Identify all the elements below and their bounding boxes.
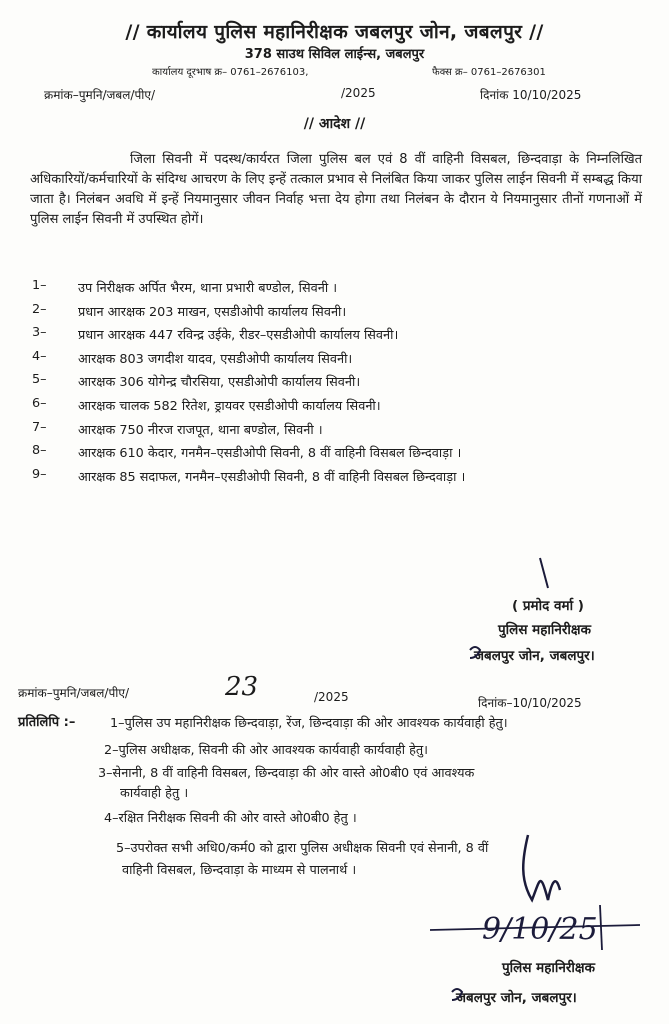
copy-label: प्रतिलिपि :– <box>18 715 76 730</box>
office-fax: फैक्स क्र– 0761–2676301 <box>432 67 546 78</box>
copy-dispatch-number: 23 <box>225 672 259 702</box>
list-item: 2– प्रधान आरक्षक 203 माखन, एसडीओपी कार्यालय सिवनी। <box>32 301 347 320</box>
copy-item-5-cont: वाहिनी विसबल, छिन्दवाड़ा के माध्यम से पालनार्थ । <box>122 863 357 878</box>
copy-item-4: 4–रक्षित निरीक्षक सिवनी की ओर वास्ते ओ0बी0 हेतु । <box>104 811 357 826</box>
copy-item-1: 1–पुलिस उप महानिरीक्षक छिन्दवाड़ा, रेंज, छिन्दवाड़ा की ओर आवश्यक कार्यवाही हेतु। <box>110 716 508 731</box>
office-phone: कार्यालय दूरभाष क्र– 0761–2676103, <box>152 67 309 78</box>
copy-date: दिनांक–10/10/2025 <box>478 696 582 710</box>
signature-stroke-1 <box>540 558 548 588</box>
order-body: जिला सिवनी में पदस्थ/कार्यरत जिला पुलिस बल एवं 8 वीं वाहिनी विसबल, छिन्दवाड़ा के निम्नलिखित अधिकारियों/कर्मचारियों के संदिग्ध आचरण के लिए इन्हें तत्काल प्रभाव से निलंबित किया जाकर पुलिस लाईन सिवनी में सम्बद्ध किया जाता है। निलंबन अवधि में इन्हें नियमानुसार जीवन निर्वाह भत्ता देय होगा तथा निलंबन के दौरान ये नियमानुसार तीनों गणनाओं में पुलिस लाईन सिवनी में उपस्थित होगें। <box>30 152 642 227</box>
signatory-name: ( प्रमोद वर्मा ) <box>512 598 584 614</box>
copy-ref-number: क्रमांक–पुमनि/जबल/पीए/ <box>18 686 130 700</box>
list-item: 7– आरक्षक 750 नीरज राजपूत, थाना बण्डोल, सिवनी । <box>32 419 323 438</box>
list-item: 3– प्रधान आरक्षक 447 रविन्द्र उईके, रीडर–एसडीओपी कार्यालय सिवनी। <box>32 325 399 344</box>
date-box-divider <box>600 905 602 950</box>
signatory2-zone: जबलपुर जोन, जबलपुर। <box>456 990 577 1006</box>
signatory-zone: जबलपुर जोन, जबलपुर। <box>474 648 595 664</box>
list-item: 4– आरक्षक 803 जगदीश यादव, एसडीओपी कार्यालय सिवनी। <box>32 348 353 367</box>
order-ref-number: क्रमांक–पुमनि/जबल/पीए/ <box>44 88 156 102</box>
copy-item-3: 3–सेनानी, 8 वीं वाहिनी विसबल, छिन्दवाड़ा की ओर वास्ते ओ0बी0 एवं आवश्यक <box>98 766 475 781</box>
officer-list <box>28 278 648 490</box>
list-item: 9– आरक्षक 85 सदाफल, गनमैन–एसडीओपी सिवनी, 8 वीं वाहिनी विसबल छिन्दवाड़ा । <box>32 466 466 485</box>
signatory-designation: पुलिस महानिरीक्षक <box>498 622 591 638</box>
signatory2-designation: पुलिस महानिरीक्षक <box>502 960 595 976</box>
handwritten-date: 9/10/25 <box>482 912 598 947</box>
list-item: 1– उप निरीक्षक अर्पित भैरम, थाना प्रभारी बण्डोल, सिवनी । <box>32 278 338 296</box>
office-title: // कार्यालय पुलिस महानिरीक्षक जबलपुर जोन, जबलपुर // <box>125 21 544 43</box>
initial-signature <box>523 835 560 900</box>
office-address: 378 साउथ सिविल लाईन्स, जबलपुर <box>244 47 425 62</box>
copy-item-5: 5–उपरोक्त सभी अधि0/कर्म0 को द्वारा पुलिस अधीक्षक सिवनी एवं सेनानी, 8 वीं <box>116 841 489 856</box>
order-ref-year: /2025 <box>341 86 376 100</box>
order-date: दिनांक 10/10/2025 <box>480 88 582 102</box>
copy-ref-year: /2025 <box>314 690 349 704</box>
order-title: // आदेश // <box>303 116 366 132</box>
list-item: 5– आरक्षक 306 योगेन्द्र चौरसिया, एसडीओपी कार्यालय सिवनी। <box>32 372 361 391</box>
list-item: 6– आरक्षक चालक 582 रितेश, ड्रायवर एसडीओपी कार्यालय सिवनी। <box>32 395 381 414</box>
copy-item-3-cont: कार्यवाही हेतु । <box>120 786 189 801</box>
list-item: 8– आरक्षक 610 केदार, गनमैन–एसडीओपी सिवनी, 8 वीं वाहिनी विसबल छिन्दवाड़ा । <box>32 443 462 462</box>
copy-item-2: 2–पुलिस अधीक्षक, सिवनी की ओर आवश्यक कार्यवाही कार्यवाही हेतु। <box>104 743 429 758</box>
